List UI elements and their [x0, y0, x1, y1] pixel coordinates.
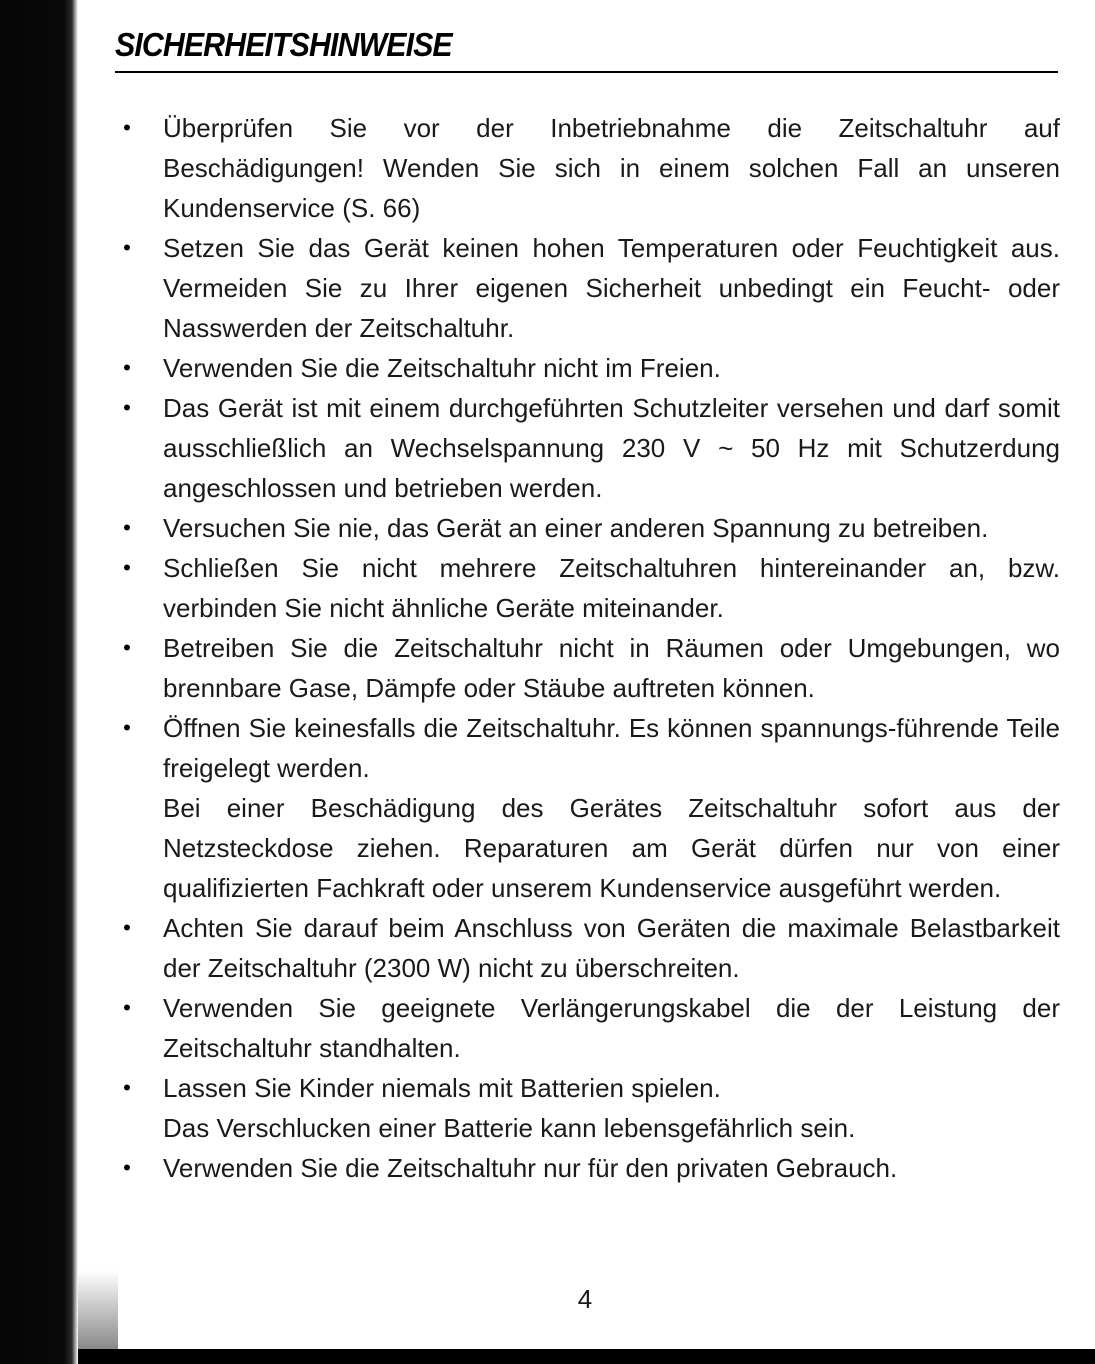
bullet-icon: •: [123, 995, 131, 1020]
bullet-icon: •: [123, 1155, 131, 1180]
list-item-text: Versuchen Sie nie, das Gerät an einer anderen Spannung zu betreiben.: [163, 513, 989, 543]
bullet-icon: •: [123, 915, 131, 940]
list-item: [115, 348, 1060, 388]
list-item-text: Achten Sie darauf beim Anschluss von Geräten die maximale Belastbarkeit der Zeitschaltuhr (2300 W) nicht zu überschreiten.: [163, 913, 1060, 983]
list-item: [115, 388, 1060, 508]
list-item-text: Verwenden Sie die Zeitschaltuhr nicht im Freien.: [163, 353, 721, 383]
list-item-text: Lassen Sie Kinder niemals mit Batterien spielen.: [163, 1073, 721, 1103]
list-item: [115, 988, 1060, 1068]
list-item-text: Schließen Sie nicht mehrere Zeitschaltuhren hintereinander an, bzw. verbinden Sie nicht ähnliche Geräte miteinander.: [163, 553, 1060, 623]
page-title: SICHERHEITSHINWEISE: [115, 26, 452, 63]
list-item-text: Verwenden Sie geeignete Verlängerungskabel die der Leistung der Zeitschaltuhr standhalten.: [163, 993, 1060, 1063]
list-item: [115, 108, 1060, 228]
scan-edge-bottom: [78, 1349, 1095, 1364]
safety-list: [115, 108, 1060, 1188]
list-item-text: Verwenden Sie die Zeitschaltuhr nur für den privaten Gebrauch.: [163, 1153, 898, 1183]
scan-edge-left: [0, 0, 78, 1364]
bullet-icon: •: [123, 555, 131, 580]
list-item-text: Das Verschlucken einer Batterie kann lebensgefährlich sein.: [163, 1113, 856, 1143]
list-item: [115, 708, 1060, 908]
list-item-text: Betreiben Sie die Zeitschaltuhr nicht in Räumen oder Umgebungen, wo brennbare Gase, Dämpfe oder Stäube auftreten können.: [163, 633, 1060, 703]
list-item: [115, 628, 1060, 708]
bullet-icon: •: [123, 115, 131, 140]
list-item: [115, 908, 1060, 988]
list-item-text: Öffnen Sie keinesfalls die Zeitschaltuhr. Es können spannungs-führende Teile freigelegt werden.: [163, 713, 1060, 783]
bullet-icon: •: [123, 355, 131, 380]
list-item: [115, 1148, 1060, 1188]
page-number: 4: [577, 1284, 593, 1314]
bullet-icon: •: [123, 1075, 131, 1100]
list-item: [115, 548, 1060, 628]
bullet-icon: •: [123, 515, 131, 540]
bullet-icon: •: [123, 395, 131, 420]
list-item-text: Das Gerät ist mit einem durchgeführten Schutzleiter versehen und darf somit ausschließlich an Wechselspannung 230 V ~ 50 Hz mit Schutzerdung angeschlossen und betrieben werden.: [163, 393, 1060, 503]
list-item: [115, 1068, 1060, 1148]
list-item: [115, 228, 1060, 348]
list-item-text: Bei einer Beschädigung des Gerätes Zeitschaltuhr sofort aus der Netzsteckdose ziehen. Reparaturen am Gerät dürfen nur von einer qualifizierten Fachkraft oder unserem Kundenservice ausgeführt werden.: [163, 793, 1060, 903]
bullet-icon: •: [123, 635, 131, 660]
list-item-text: Setzen Sie das Gerät keinen hohen Temperaturen oder Feuchtigkeit aus. Vermeiden Sie zu Ihrer eigenen Sicherheit unbedingt ein Feucht- oder Nasswerden der Zeitschaltuhr.: [163, 233, 1060, 343]
list-item: [115, 508, 1060, 548]
bullet-icon: •: [123, 715, 131, 740]
bullet-icon: •: [123, 235, 131, 260]
heading-underline: [115, 71, 1058, 73]
list-item-text: Überprüfen Sie vor der Inbetriebnahme die Zeitschaltuhr auf Beschädigungen! Wenden Sie sich in einem solchen Fall an unseren Kundenservice (S. 66): [163, 113, 1060, 223]
